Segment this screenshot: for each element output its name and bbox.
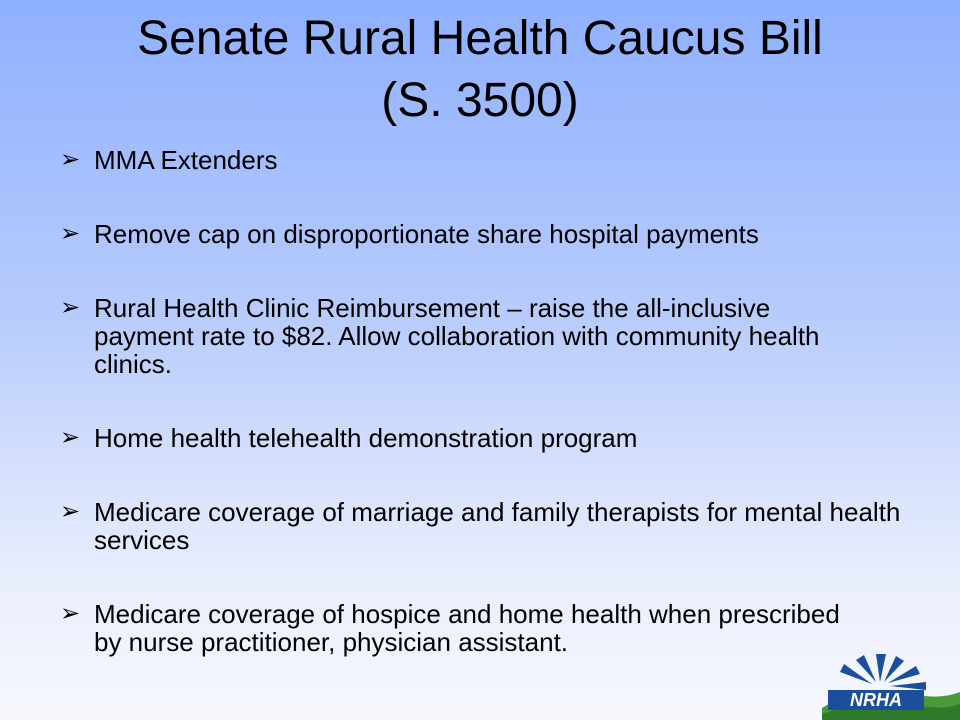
slide-title — [0, 8, 960, 132]
bullet-item — [60, 146, 940, 174]
bullet-text: Remove cap on disproportionate share hospital payments — [94, 219, 759, 249]
bullet-item — [60, 424, 940, 452]
arrow-bullet-icon: ➢ — [60, 220, 81, 247]
bullet-text: Rural Health Clinic Reimbursement – raise the all-inclusive payment rate to $82. Allow collaboration with community health clinics. — [94, 293, 820, 379]
bullet-list — [60, 146, 940, 656]
bullet-text: Medicare coverage of marriage and family therapists for mental health services — [94, 497, 901, 555]
bullet-text: Home health telehealth demonstration program — [94, 423, 638, 453]
bullet-item — [60, 498, 914, 554]
bullet-text: MMA Extenders — [94, 145, 278, 175]
arrow-bullet-icon: ➢ — [60, 146, 81, 173]
slide-title-line-1: Senate Rural Health Caucus Bill — [137, 12, 823, 65]
logo-text: NRHA — [850, 690, 902, 710]
bullet-item — [60, 600, 874, 656]
bullet-item — [60, 294, 874, 378]
arrow-bullet-icon: ➢ — [60, 600, 81, 627]
nrha-logo-icon — [822, 648, 960, 720]
bullet-item — [60, 220, 940, 248]
arrow-bullet-icon: ➢ — [60, 424, 81, 451]
arrow-bullet-icon: ➢ — [60, 294, 81, 321]
bullet-text: Medicare coverage of hospice and home health when prescribed by nurse practitioner, physician assistant. — [94, 599, 840, 657]
arrow-bullet-icon: ➢ — [60, 498, 81, 525]
slide-title-line-2: (S. 3500) — [381, 74, 579, 127]
